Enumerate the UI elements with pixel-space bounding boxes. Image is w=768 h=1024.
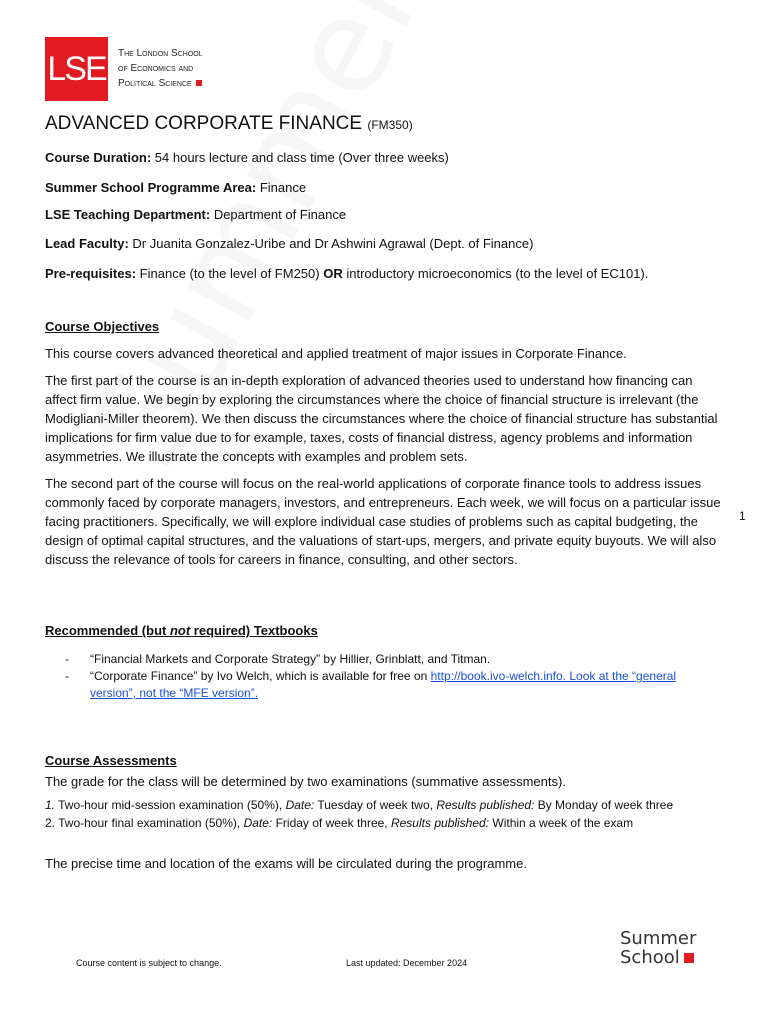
meta-label: Course Duration: <box>45 150 152 165</box>
objectives-paragraph-3: The second part of the course will focus on the real-world applications of corporate finance tools to address issues commonly faced by corporate managers, investors, and entrepreneurs. Each week, we will focus on a particular issue facing practitioners. Specifically, we will explore individual case studies of problems such as capital budgeting, the design of optimal capital structures, and the valuations of start-ups, mergers, and private equity buyouts. We will also discuss the relevance of tools for careers in finance, consulting, and other sectors. <box>45 476 721 567</box>
meta-label: Summer School Programme Area: <box>45 180 257 195</box>
summer-logo-line-1: Summer <box>620 928 697 949</box>
item-text: Two-hour final examination (50%), <box>55 816 244 830</box>
meta-prerequisites <box>45 266 648 281</box>
date-label: Date: <box>243 816 273 830</box>
meta-value: Dr Juanita Gonzalez-Uribe and Dr Ashwini Agrawal (Dept. of Finance) <box>132 236 534 251</box>
item-text: Two-hour mid-session examination (50%), <box>55 798 286 812</box>
course-code: (FM350) <box>367 118 413 132</box>
meta-label: LSE Teaching Department: <box>45 207 211 222</box>
item-number: 2. <box>45 816 56 830</box>
date-value: Friday of week three, <box>272 816 391 830</box>
date-value: Tuesday of week two, <box>314 798 437 812</box>
logo-line-2: of Economics and <box>118 63 194 74</box>
results-value: Within a week of the exam <box>489 816 634 830</box>
assessments-intro: The grade for the class will be determined by two examinations (summative assessments). <box>45 774 566 789</box>
meta-duration <box>45 150 449 165</box>
footer-last-updated: Last updated: December 2024 <box>346 958 468 968</box>
heading-emphasis: not <box>169 623 191 638</box>
course-title: ADVANCED CORPORATE FINANCE <box>45 113 363 134</box>
prereq-part-2: introductory microeconomics (to the level of EC101). <box>346 266 649 281</box>
assessments-heading: Course Assessments <box>45 753 177 768</box>
meta-label: Lead Faculty: <box>45 236 129 251</box>
meta-value: Finance <box>259 180 307 195</box>
meta-value: Department of Finance <box>213 207 347 222</box>
logo-line-1: The London School <box>118 48 203 59</box>
results-label: Results published: <box>436 798 535 812</box>
summer-school-logo <box>620 929 696 967</box>
textbooks-heading <box>45 623 318 638</box>
objectives-paragraph-2: The first part of the course is an in-depth exploration of advanced theories used to understand how financing can affect firm value. We begin by exploring the circumstances where the choice of financial structure is irrelevant (the Modigliani-Miller theorem). We then discuss the circumstances where the choice of financial structure has substantial implications for firm value due to for example, taxes, costs of financial distress, agency problems and information asymmetries. We illustrate the concepts with examples and problem sets. <box>45 373 718 464</box>
heading-part: required) Textbooks <box>190 623 318 638</box>
prereq-part-1: Finance (to the level of FM250) <box>139 266 320 281</box>
item-number: 1. <box>45 798 56 812</box>
page-title <box>45 113 413 135</box>
lse-logo-text <box>118 46 203 91</box>
red-square-icon <box>196 80 202 86</box>
summer-logo-line-2: School <box>620 947 680 968</box>
list-item-text: “Corporate Finance” by Ivo Welch, which is available for free on <box>90 669 431 683</box>
meta-programme-area <box>45 180 306 195</box>
footer-disclaimer: Course content is subject to change. <box>76 958 222 968</box>
lse-logo: LSE <box>45 37 108 101</box>
meta-department <box>45 207 346 222</box>
meta-lead-faculty <box>45 236 533 251</box>
date-label: Date: <box>285 798 315 812</box>
assessment-item-1 <box>45 798 673 812</box>
results-value: By Monday of week three <box>534 798 674 812</box>
list-item-text: “Financial Markets and Corporate Strategy” by Hillier, Grinblatt, and Titman. <box>90 652 491 666</box>
heading-part: Recommended (but <box>45 623 170 638</box>
textbook-link[interactable]: http://book.ivo-welch.info. Look at the “general version”, not the “MFE version”. <box>90 669 677 700</box>
list-item: - “Financial Markets and Corporate Strategy” by Hillier, Grinblatt, and Titman. <box>65 652 491 666</box>
assessment-item-2 <box>45 816 633 830</box>
page-number: 1 <box>739 509 746 523</box>
results-label: Results published: <box>390 816 490 830</box>
list-item: - “Corporate Finance” by Ivo Welch, which is available for free on http://book.ivo-welch.info. Look at the “general version”, not the “MFE version”. <box>65 669 677 700</box>
prereq-or: OR <box>323 266 343 281</box>
objectives-paragraph-1: This course covers advanced theoretical and applied treatment of major issues in Corporate Finance. <box>45 346 627 361</box>
logo-line-3: Political Science <box>118 78 192 89</box>
red-square-icon <box>684 953 694 963</box>
objectives-heading: Course Objectives <box>45 319 160 334</box>
assessments-closing: The precise time and location of the exams will be circulated during the programme. <box>45 856 527 871</box>
meta-value: 54 hours lecture and class time (Over three weeks) <box>154 150 449 165</box>
textbook-list <box>65 651 725 702</box>
meta-label: Pre-requisites: <box>45 266 137 281</box>
